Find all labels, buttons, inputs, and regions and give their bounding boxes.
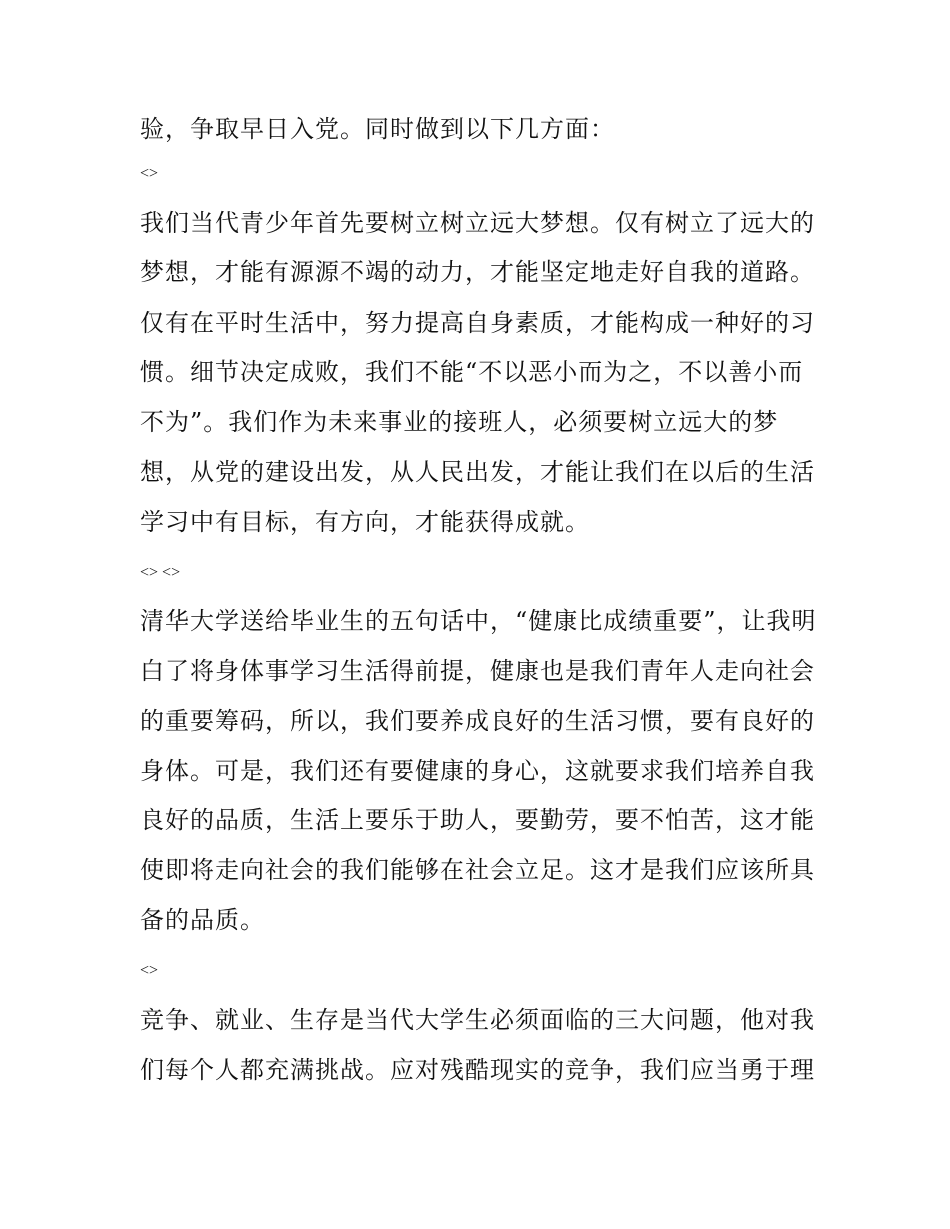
text-line: 身体。可是，我们还有要健康的身心，这就要求我们培养自我: [140, 757, 815, 785]
placeholder-marker: <> <>: [140, 564, 181, 581]
text-line: 我们当代青少年首先要树立树立远大梦想。仅有树立了远大的: [140, 209, 815, 237]
text-line: 们每个人都充满挑战。应对残酷现实的竞争，我们应当勇于理: [140, 1056, 815, 1084]
text-line: 白了将身体事学习生活得前提，健康也是我们青年人走向社会: [140, 657, 815, 685]
text-line: 使即将走向社会的我们能够在社会立足。这才是我们应该所具: [140, 856, 815, 884]
text-line: 不为”。我们作为未来事业的接班人，必须要树立远大的梦: [140, 408, 779, 436]
text-line: 仅有在平时生活中，努力提高自身素质，才能构成一种好的习: [140, 309, 815, 337]
placeholder-marker: <>: [140, 165, 159, 182]
text-line: 备的品质。: [140, 906, 265, 934]
text-line: 的重要筹码，所以，我们要养成良好的生活习惯，要有良好的: [140, 707, 815, 735]
text-line: 梦想，才能有源源不竭的动力，才能坚定地走好自我的道路。: [140, 258, 815, 286]
text-line: 良好的品质，生活上要乐于助人，要勤劳，要不怕苦，这才能: [140, 806, 815, 834]
text-line: 惯。细节决定成败，我们不能“不以恶小而为之，不以善小而: [140, 358, 804, 386]
text-line: 清华大学送给毕业生的五句话中，“健康比成绩重要”，让我明: [140, 607, 817, 635]
text-line: 竞争、就业、生存是当代大学生必须面临的三大问题，他对我: [140, 1006, 815, 1034]
text-line: 学习中有目标，有方向，才能获得成就。: [140, 508, 590, 536]
text-line: 想，从党的建设出发，从人民出发，才能让我们在以后的生活: [140, 458, 815, 486]
placeholder-marker: <>: [140, 962, 159, 979]
text-line: 验，争取早日入党。同时做到以下几方面：: [140, 115, 615, 143]
